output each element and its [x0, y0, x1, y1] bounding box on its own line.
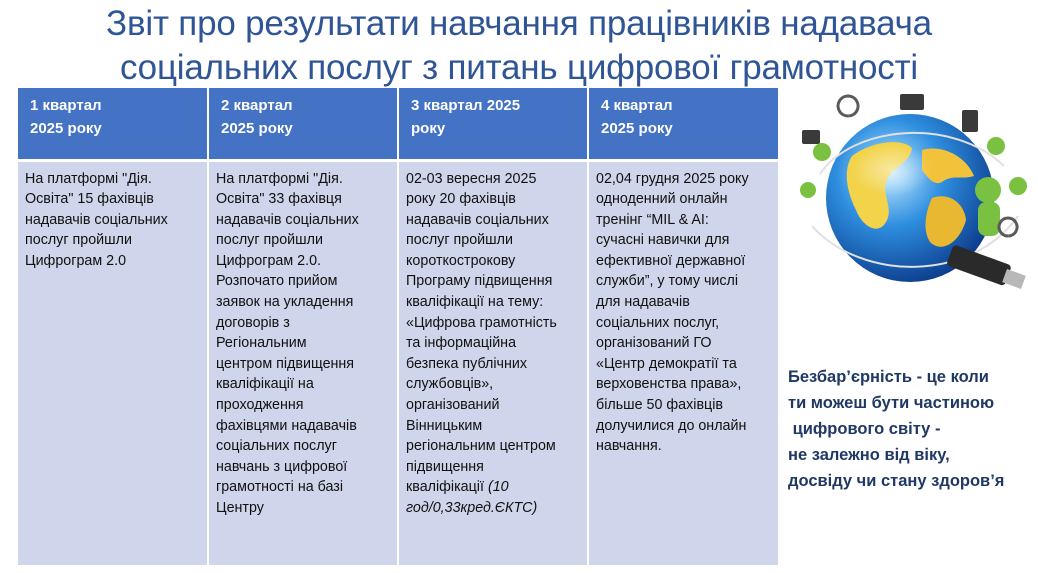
- cell-line: Цифрограм 2.0: [25, 252, 127, 269]
- quote-line: досвіду чи стану здоров’я: [788, 472, 1005, 490]
- cell-line: безпека публічних: [406, 355, 527, 372]
- cell-line: служби”, у тому числі: [596, 273, 739, 290]
- cell-line: тренінг “MIL & AI:: [596, 211, 709, 228]
- header-q2: 2 квартал 2025 року: [208, 88, 398, 160]
- cell-line: кваліфікації на тему:: [406, 294, 544, 311]
- cell-line: Програму підвищення: [406, 273, 553, 290]
- cell-line: організований: [406, 397, 500, 414]
- cell-line: соціальних послуг,: [596, 314, 720, 331]
- cell-line: та інформаційна: [406, 335, 517, 352]
- cell-line: навчань з цифрової: [216, 458, 348, 475]
- accessibility-quote: [788, 364, 1038, 494]
- cell-line: одноденний онлайн: [596, 191, 728, 208]
- cell-line: більше 50 фахівців: [596, 397, 724, 414]
- cell-line: послуг пройшли: [406, 232, 513, 249]
- cell-q3: [398, 160, 588, 565]
- report-table: [18, 88, 778, 565]
- cell-q1: [18, 160, 208, 565]
- cell-line: організований ГО: [596, 335, 712, 352]
- cell-line: кваліфікації на: [216, 376, 314, 393]
- quote-line: Безбар’єрність - це коли: [788, 368, 989, 386]
- cell-line: року 20 фахівців: [406, 191, 516, 208]
- quote-line: ти можеш бути частиною: [788, 394, 995, 412]
- cell-line: Розпочато прийом: [216, 273, 338, 290]
- cell-q2: [208, 160, 398, 565]
- cell-line: короткострокову: [406, 252, 516, 269]
- cell-line: для надавачів: [596, 294, 690, 311]
- cell-line: верховенства права»,: [596, 376, 742, 393]
- cell-line: На платформі "Дія.: [216, 170, 343, 187]
- cell-line: Освіта" 33 фахівця: [216, 191, 342, 208]
- digital-globe-illustration: [782, 86, 1038, 306]
- quote-line: не залежно від віку,: [788, 446, 950, 464]
- cell-line: надавачів соціальних: [25, 211, 168, 228]
- cell-italic-note: (10 год/0,33кред.ЄКТС): [406, 479, 538, 516]
- cell-line: сучасні навички для: [596, 232, 730, 249]
- cell-line: заявок на укладення: [216, 294, 354, 311]
- cell-line: центром підвищення: [216, 355, 355, 372]
- cell-line: соціальних послуг: [216, 438, 337, 455]
- cell-line: На платформі "Дія.: [25, 170, 152, 187]
- cell-line: Освіта" 15 фахівців: [25, 191, 154, 208]
- cell-line: кваліфікації: [406, 479, 484, 496]
- table-header-row: [18, 88, 778, 160]
- cell-line: послуг пройшли: [216, 232, 323, 249]
- cell-q4: [588, 160, 778, 565]
- page-title: [0, 2, 1038, 90]
- header-q1: 1 квартал 2025 року: [18, 88, 208, 160]
- cell-line: Регіональним: [216, 335, 307, 352]
- cell-line: надавачів соціальних: [216, 211, 359, 228]
- cell-line: договорів з: [216, 314, 290, 331]
- cell-line: «Центр демократії та: [596, 355, 737, 372]
- cell-line: Цифрограм 2.0.: [216, 252, 321, 269]
- cell-line: фахівцями надавачів: [216, 417, 357, 434]
- digital-globe-icon: [782, 86, 1038, 306]
- quote-line: цифрового світу -: [788, 420, 941, 438]
- cell-line: ефективної державної: [596, 252, 746, 269]
- cell-line: регіональним центром: [406, 438, 556, 455]
- cell-line: проходження: [216, 397, 304, 414]
- header-q4: 4 квартал 2025 року: [588, 88, 778, 160]
- page-title-line-1: Звіт про результати навчання працівників надавача: [106, 4, 932, 43]
- cell-line: службовців»,: [406, 376, 494, 393]
- header-q3: 3 квартал 2025 року: [398, 88, 588, 160]
- cell-line: послуг пройшли: [25, 232, 132, 249]
- cell-line: Вінницьким: [406, 417, 483, 434]
- cell-line: «Цифрова грамотність: [406, 314, 557, 331]
- cell-line: 02,04 грудня 2025 року: [596, 170, 749, 187]
- cell-line: грамотності на базі: [216, 479, 344, 496]
- cell-line: долучилися до онлайн: [596, 417, 747, 434]
- page-title-line-2: соціальних послуг з питань цифрової грамотності: [119, 48, 919, 87]
- cell-line: підвищення: [406, 458, 484, 475]
- cell-line: 02-03 вересня 2025: [406, 170, 537, 187]
- table-row: [18, 160, 778, 565]
- cell-line: Центру: [216, 500, 264, 516]
- cell-line: навчання.: [596, 438, 662, 455]
- cell-line: надавачів соціальних: [406, 211, 549, 228]
